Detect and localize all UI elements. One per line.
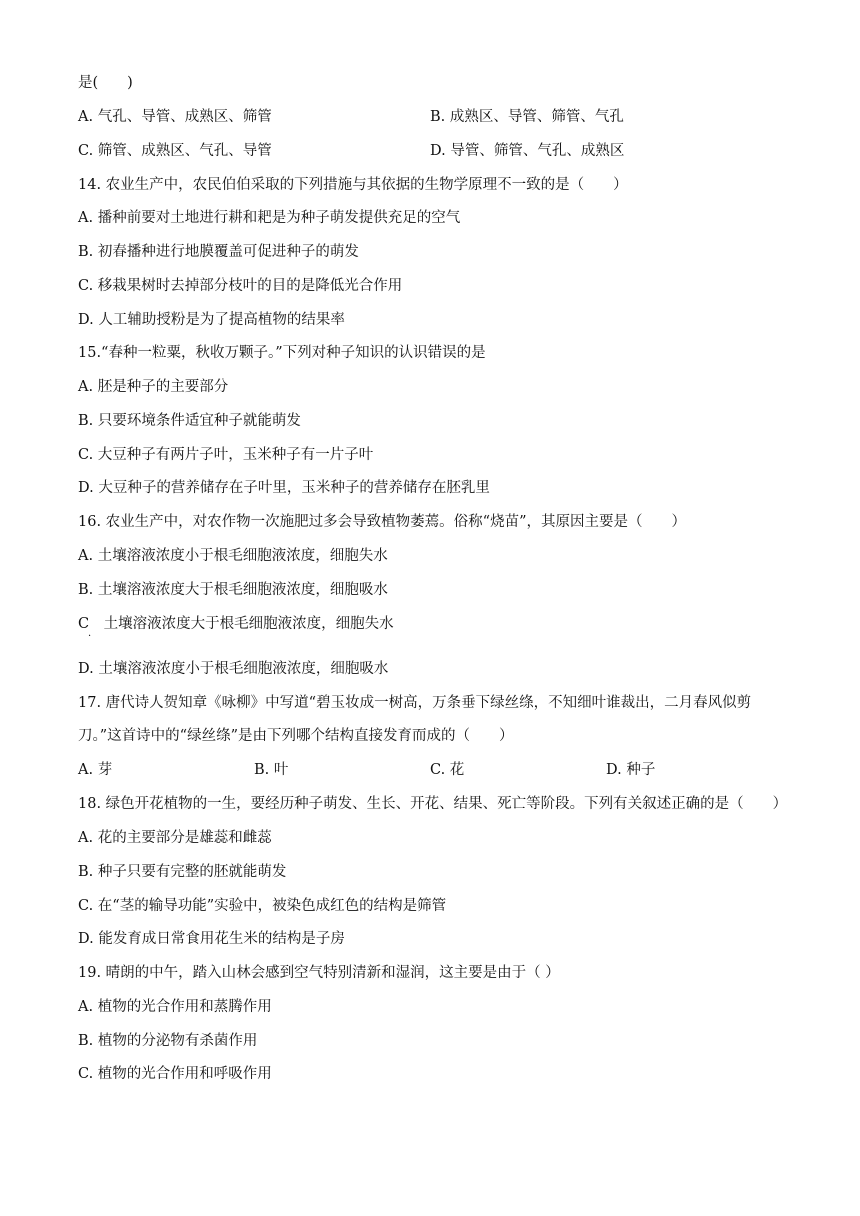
q14-option-b: B. 初春播种进行地膜覆盖可促进种子的萌发 bbox=[78, 244, 359, 260]
q15-option-b: B. 只要环境条件适宜种子就能萌发 bbox=[78, 413, 301, 429]
q14-option-d: D. 人工辅助授粉是为了提高植物的结果率 bbox=[78, 312, 345, 328]
q14-option-a: A. 播种前要对土地进行耕和耙是为种子萌发提供充足的空气 bbox=[78, 210, 461, 226]
q13-options-row1 bbox=[78, 107, 800, 127]
q18-option-c: C. 在“茎的输导功能”实验中，被染色成红色的结构是筛管 bbox=[78, 898, 447, 914]
q18-option-d: D. 能发育成日常食用花生米的结构是子房 bbox=[78, 931, 345, 947]
q17-option-c: C. 花 bbox=[430, 762, 465, 778]
q14-stem: 14. 农业生产中，农民伯伯采取的下列措施与其依据的生物学原理不一致的是（ ） bbox=[78, 177, 628, 193]
q18-stem: 18. 绿色开花植物的一生，要经历种子萌发、生长、开花、结果、死亡等阶段。下列有关叙述正确的是（ ） bbox=[78, 796, 788, 812]
q17-stem-line2: 刀。”这首诗中的“绿丝绦”是由下列哪个结构直接发育而成的（ ） bbox=[78, 728, 514, 744]
q14-option-c: C. 移栽果树时去掉部分枝叶的目的是降低光合作用 bbox=[78, 278, 403, 294]
q13-option-a: A. 气孔、导管、成熟区、筛管 bbox=[78, 109, 272, 125]
q16-option-d: D. 土壤溶液浓度小于根毛细胞液浓度，细胞吸水 bbox=[78, 661, 389, 677]
q17-options-row bbox=[78, 760, 800, 780]
q16-option-c: C 土壤溶液浓度大于根毛细胞液浓度，细胞失水 bbox=[78, 616, 394, 632]
q16-option-b: B. 土壤溶液浓度大于根毛细胞液浓度，细胞吸水 bbox=[78, 582, 388, 598]
q13-option-b: B. 成熟区、导管、筛管、气孔 bbox=[430, 109, 624, 125]
q19-stem: 19. 晴朗的中午，踏入山林会感到空气特别清新和湿润，这主要是由于（ ） bbox=[78, 965, 560, 981]
q19-option-c: C. 植物的光合作用和呼吸作用 bbox=[78, 1066, 272, 1082]
q17-option-a: A. 芽 bbox=[78, 762, 113, 778]
q17-stem-line1: 17. 唐代诗人贺知章《咏柳》中写道“碧玉妆成一树高，万条垂下绿丝绦，不知细叶谁裁出，二月春风似剪 bbox=[78, 695, 752, 711]
q16-option-c-dot: · bbox=[88, 631, 92, 642]
q13-options-row2 bbox=[78, 141, 800, 161]
q13-option-d: D. 导管、筛管、气孔、成熟区 bbox=[430, 143, 625, 159]
q18-option-b: B. 种子只要有完整的胚就能萌发 bbox=[78, 864, 287, 880]
q16-stem: 16. 农业生产中，对农作物一次施肥过多会导致植物萎蔫。俗称“烧苗”，其原因主要是（ ） bbox=[78, 514, 686, 530]
q18-option-a: A. 花的主要部分是雄蕊和雌蕊 bbox=[78, 830, 272, 846]
q13-stem-tail: 是( ) bbox=[78, 75, 133, 91]
q15-option-c: C. 大豆种子有两片子叶，玉米种子有一片子叶 bbox=[78, 447, 374, 463]
q19-option-b: B. 植物的分泌物有杀菌作用 bbox=[78, 1033, 258, 1049]
q16-option-a: A. 土壤溶液浓度小于根毛细胞液浓度，细胞失水 bbox=[78, 548, 388, 564]
q15-stem: 15.“春种一粒粟，秋收万颗子。”下列对种子知识的认识错误的是 bbox=[78, 345, 486, 361]
q15-option-a: A. 胚是种子的主要部分 bbox=[78, 379, 229, 395]
q15-option-d: D. 大豆种子的营养储存在子叶里，玉米种子的营养储存在胚乳里 bbox=[78, 480, 490, 496]
q17-option-b: B. 叶 bbox=[254, 762, 289, 778]
q13-option-c: C. 筛管、成熟区、气孔、导管 bbox=[78, 143, 272, 159]
q17-option-d: D. 种子 bbox=[606, 762, 656, 778]
q19-option-a: A. 植物的光合作用和蒸腾作用 bbox=[78, 999, 272, 1015]
